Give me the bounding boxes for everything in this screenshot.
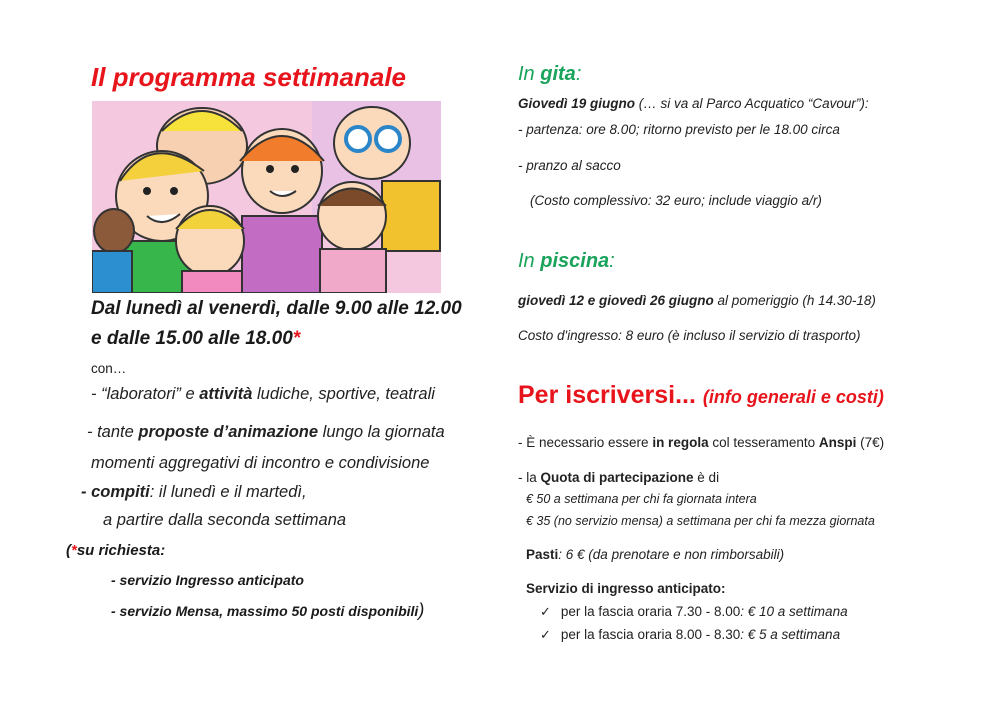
- gita-colon: :: [575, 63, 582, 85]
- compiti-line: [81, 483, 307, 502]
- gita-date-bold: Giovedì 19 giugno: [518, 96, 636, 111]
- regola-suffix: (7€): [856, 435, 885, 450]
- proposte-line: [87, 423, 445, 442]
- fascia-item-1: [540, 604, 848, 620]
- quota-suffix: è di: [693, 470, 720, 485]
- servizio-mensa-text: - servizio Mensa, massimo 50 posti disponibili: [111, 603, 419, 619]
- regola-prefix: - È necessario essere: [518, 435, 653, 450]
- fascia2-text: per la fascia oraria 8.00 - 8.30: [560, 627, 741, 642]
- piscina-word: piscina: [540, 250, 610, 272]
- iscrizioni-subtitle: (info generali e costi): [702, 387, 884, 407]
- piscina-dates-bold: giovedì 12 e giovedì 26 giugno: [518, 293, 714, 308]
- lab-prefix: - “laboratori” e: [91, 385, 200, 403]
- compiti-rest: : il lunedì e il martedì,: [149, 483, 307, 501]
- fascia1-price: : € 10 a settimana: [740, 604, 848, 619]
- iscrizioni-title: Per iscriversi...: [518, 381, 696, 409]
- quota-prefix: - la: [518, 470, 541, 485]
- lab-bold: attività: [199, 385, 253, 403]
- quota-mezza: € 35 (no servizio mensa) a settimana per chi fa mezza giornata: [526, 514, 875, 528]
- ingresso-title: Servizio di ingresso anticipato:: [526, 581, 726, 596]
- laboratori-line: [91, 385, 435, 404]
- asterisk-mark: *: [292, 328, 301, 349]
- prop-suffix: lungo la giornata: [318, 423, 445, 441]
- children-illustration: [92, 101, 441, 293]
- check-icon: ✓: [540, 627, 551, 642]
- pasti-line: [526, 547, 784, 562]
- regola-bold: in regola: [652, 435, 709, 450]
- momenti-line: momenti aggregativi di incontro e condivisione: [91, 454, 430, 472]
- piscina-costo: Costo d'ingresso: 8 euro (è incluso il servizio di trasporto): [518, 328, 861, 343]
- hours-line-2: [91, 328, 300, 350]
- compiti-line-2: a partire dalla seconda settimana: [103, 511, 347, 529]
- check-icon: ✓: [540, 604, 551, 619]
- hours-line-2-text: e dalle 15.00 alle 18.00: [91, 328, 293, 349]
- gita-word: gita: [540, 63, 576, 85]
- pasti-rest: : 6 € (da prenotare e non rimborsabili): [558, 547, 785, 562]
- close-paren: ): [418, 600, 425, 620]
- quota-intera: € 50 a settimana per chi fa giornata intera: [526, 492, 757, 506]
- regola-bold2: Anspi: [818, 435, 857, 450]
- fascia1-text: per la fascia oraria 7.30 - 8.00: [560, 604, 741, 619]
- compiti-bold: - compiti: [81, 483, 150, 501]
- iscrizioni-heading: [518, 381, 884, 410]
- servizio-mensa: [111, 600, 424, 621]
- richiesta-open: (: [66, 542, 71, 559]
- piscina-dates: [518, 293, 876, 308]
- regola-line: [518, 435, 884, 450]
- quota-line: [518, 470, 719, 485]
- richiesta-line: [66, 542, 165, 559]
- regola-mid: col tesseramento: [708, 435, 819, 450]
- piscina-heading: [518, 250, 615, 273]
- gita-date-rest: (… si va al Parco Acquatico “Cavour”):: [635, 96, 869, 111]
- richiesta-text: su richiesta:: [76, 542, 166, 559]
- gita-pranzo: - pranzo al sacco: [518, 158, 621, 173]
- prop-bold: proposte d’animazione: [138, 423, 319, 441]
- piscina-in: In: [518, 250, 541, 272]
- page-title: Il programma settimanale: [91, 62, 406, 92]
- lab-suffix: ludiche, sportive, teatrali: [252, 385, 435, 403]
- hours-line-1: Dal lunedì al venerdì, dalle 9.00 alle 12.00: [91, 298, 462, 319]
- gita-heading: [518, 63, 581, 86]
- fascia-item-2: [540, 627, 840, 643]
- piscina-dates-rest: al pomeriggio (h 14.30-18): [713, 293, 876, 308]
- con-text: con…: [91, 361, 127, 376]
- pasti-bold: Pasti: [526, 547, 559, 562]
- fascia2-price: : € 5 a settimana: [740, 627, 841, 642]
- gita-costo: (Costo complessivo: 32 euro; include viaggio a/r): [530, 193, 822, 208]
- richiesta-star: *: [71, 542, 77, 559]
- prop-prefix: - tante: [87, 423, 139, 441]
- gita-date-line: [518, 96, 869, 111]
- gita-partenza: - partenza: ore 8.00; ritorno previsto per le 18.00 circa: [518, 122, 840, 137]
- gita-in: In: [518, 63, 541, 85]
- piscina-colon: :: [609, 250, 615, 272]
- quota-bold: Quota di partecipazione: [540, 470, 694, 485]
- servizio-ingresso: - servizio Ingresso anticipato: [111, 572, 304, 588]
